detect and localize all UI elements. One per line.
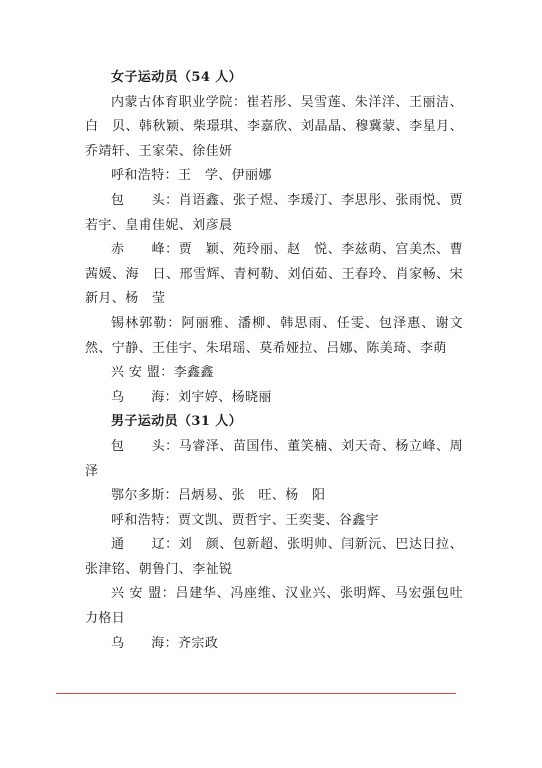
female-group-wuhai <box>85 386 463 411</box>
group-names: 刘宇婷、杨晓丽 <box>178 389 272 405</box>
female-group-college <box>85 91 463 165</box>
group-names: 阿丽雅、潘柳、韩思雨、任雯、包泽惠、谢文然、宁静、王佳宇、朱珺瑶、莫希娅拉、吕娜、陈美琦、李萌 <box>85 315 463 356</box>
group-names: 肖语鑫、张子煜、李瑗汀、李思彤、张雨悦、贾若宇、皇甫佳妮、刘彦晨 <box>85 192 463 233</box>
group-names: 齐宗政 <box>178 635 219 651</box>
female-group-xilingol <box>85 312 463 361</box>
group-label: 包 头： <box>111 192 179 208</box>
group-label: 兴 安 盟： <box>111 365 174 381</box>
group-names: 马睿泽、苗国伟、董笑楠、刘天奇、杨立峰、周 泽 <box>85 438 477 479</box>
male-group-tongliao <box>85 533 463 582</box>
group-label: 锡林郭勒： <box>111 315 182 331</box>
female-section-title: 女子运动员（54 人） <box>111 70 243 85</box>
group-label: 赤 峰： <box>111 242 179 258</box>
group-names: 刘 颜、包新超、张明帅、闫新沅、巴达日拉、张津铭、朝鲁门、李祉锐 <box>85 537 463 577</box>
male-group-hinggan <box>85 582 463 631</box>
male-group-baotou <box>85 435 477 484</box>
group-label: 内蒙古体育职业学院： <box>111 94 247 110</box>
group-names: 吕炳易、张 旺、杨 阳 <box>178 488 326 504</box>
female-group-baotou <box>85 189 463 238</box>
male-group-ordos <box>85 484 463 509</box>
group-label: 包 头： <box>111 438 179 454</box>
male-section-title: 男子运动员（31 人） <box>111 414 243 430</box>
female-group-hohhot <box>85 164 463 189</box>
footer-divider <box>56 693 456 694</box>
group-names: 贾文凯、贾哲宇、王奕斐、谷鑫宇 <box>178 512 380 528</box>
male-group-wuhai <box>85 632 463 657</box>
female-group-hinggan <box>85 361 463 386</box>
female-group-chifeng <box>85 238 463 312</box>
group-names: 李鑫鑫 <box>173 365 214 381</box>
group-label: 兴 安 盟： <box>111 586 176 602</box>
male-group-hohhot <box>85 509 463 534</box>
group-names: 崔若彤、吴雪莲、朱洋洋、王丽洁、白 贝、韩秋颖、柴璟琪、李嘉欣、刘晶晶、穆冀蒙、李星月、乔靖轩、王家荣、徐佳妍 <box>85 94 463 159</box>
group-label: 乌 海： <box>111 635 179 651</box>
group-label: 鄂尔多斯： <box>111 488 179 504</box>
group-names: 贾 颖、苑玲丽、赵 悦、李兹萌、宫美杰、曹茜媛、海 日、邢雪辉、青柯勒、刘佰茹、王春玲、肖家畅、宋新月、杨 莹 <box>85 242 463 307</box>
group-label: 呼和浩特： <box>111 168 179 184</box>
group-names: 吕建华、冯座维、汉业兴、张明辉、马宏强包吐力格日 <box>85 586 463 627</box>
group-label: 呼和浩特： <box>111 512 179 528</box>
roster-content <box>85 66 477 656</box>
group-label: 乌 海： <box>111 389 179 405</box>
group-names: 王 学、伊丽娜 <box>178 168 272 184</box>
group-label: 通 辽： <box>111 537 179 553</box>
